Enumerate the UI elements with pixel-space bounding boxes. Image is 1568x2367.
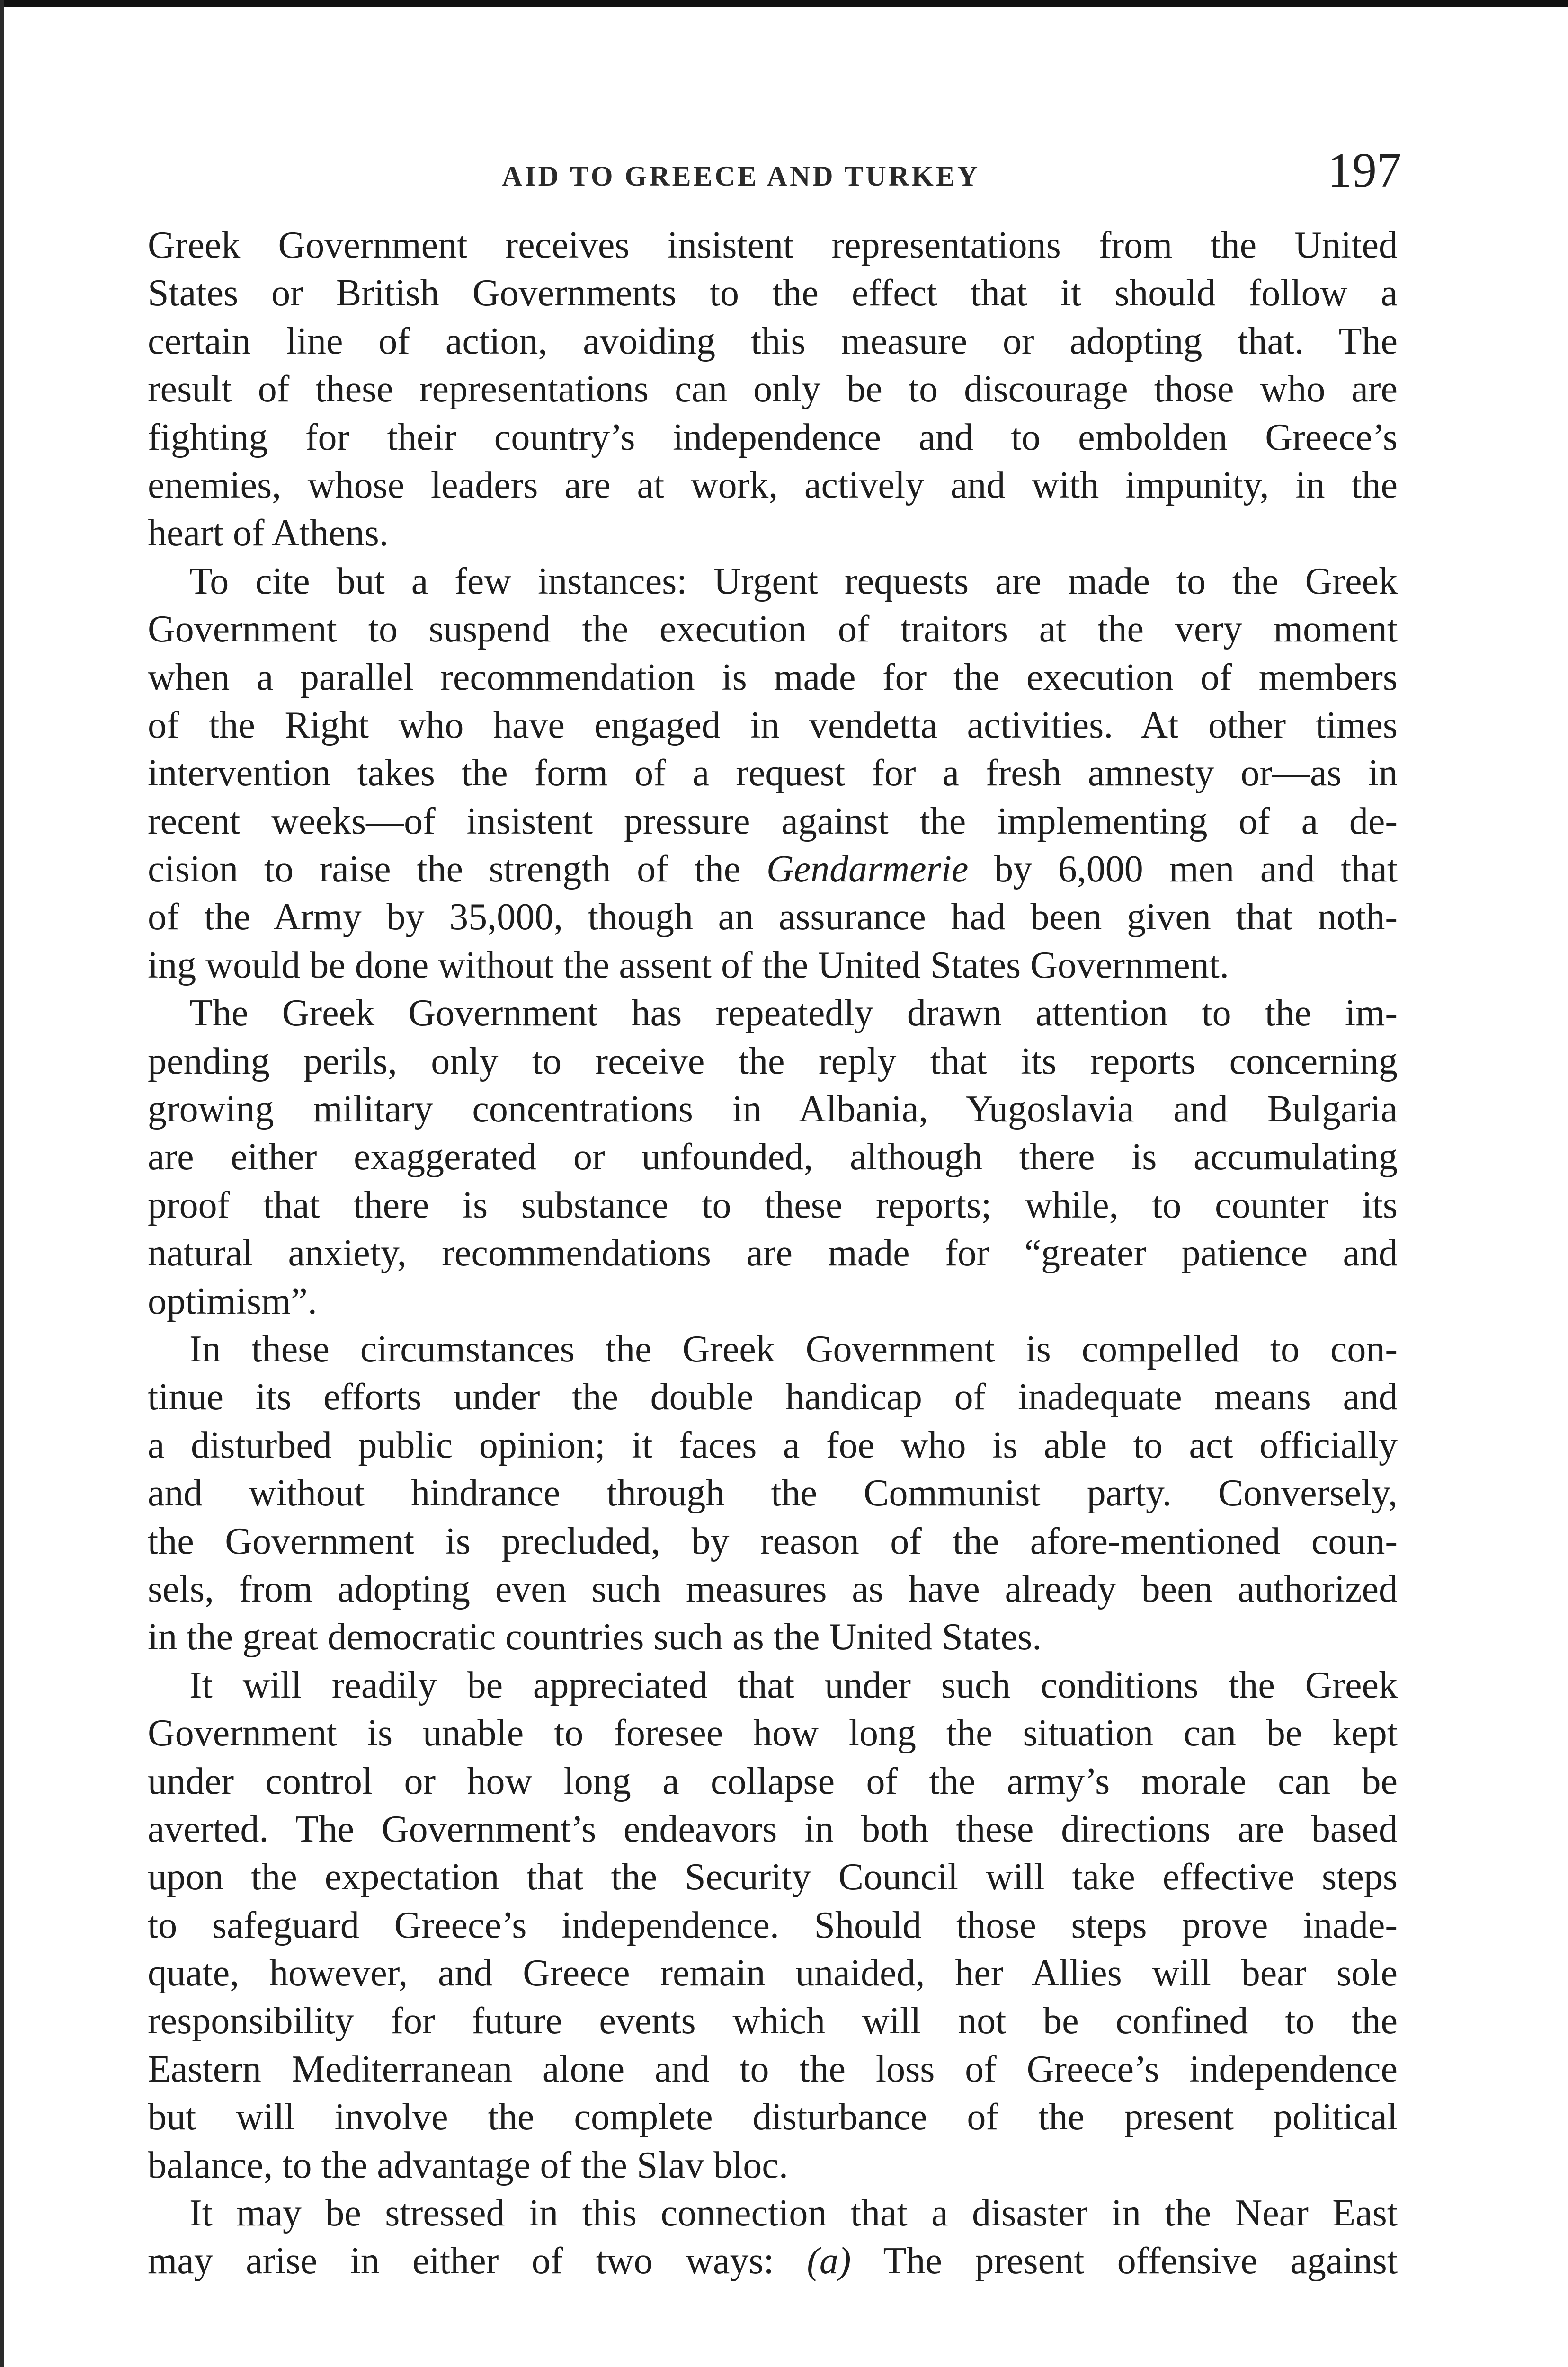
- text-line: when a parallel recommendation is made for the execution of members: [148, 656, 1398, 698]
- text-line: It will readily be appreciated that under such conditions the Greek: [189, 1664, 1398, 1706]
- text-line: growing military concentrations in Albania, Yugoslavia and Bulgaria: [148, 1088, 1398, 1130]
- text-segment: cision to raise the strength of the: [148, 848, 766, 890]
- text-line: the Government is precluded, by reason of the afore-mentioned coun-: [148, 1520, 1398, 1562]
- italic-term: (a): [807, 2240, 851, 2282]
- text-segment: by 6,000 men and that: [968, 848, 1398, 890]
- text-line: [148, 845, 1398, 893]
- body-text: [148, 222, 1398, 2286]
- text-line: under control or how long a collapse of the army’s morale can be: [148, 1760, 1398, 1802]
- text-line: of the Army by 35,000, though an assurance had been given that noth-: [148, 896, 1398, 938]
- text-line: in the great democratic countries such as the United States.: [148, 1616, 1042, 1658]
- text-line: In these circumstances the Greek Government is compelled to con-: [189, 1328, 1398, 1370]
- text-line: heart of Athens.: [148, 512, 389, 554]
- text-line: sels, from adopting even such measures as have already been authorized: [148, 1568, 1398, 1610]
- text-line: pending perils, only to receive the reply that its reports concerning: [148, 1040, 1398, 1082]
- running-title: AID TO GREECE AND TURKEY: [502, 160, 980, 192]
- text-line: It may be stressed in this connection that a disaster in the Near East: [189, 2192, 1398, 2234]
- text-line: intervention takes the form of a request for a fresh amnesty or—as in: [148, 752, 1398, 794]
- text-line: proof that there is substance to these reports; while, to counter its: [148, 1184, 1398, 1226]
- text-line: States or British Governments to the effect that it should follow a: [148, 272, 1398, 314]
- text-line: enemies, whose leaders are at work, actively and with impunity, in the: [148, 464, 1398, 506]
- text-line: To cite but a few instances: Urgent requests are made to the Greek: [189, 560, 1398, 602]
- text-line: but will involve the complete disturbance of the present political: [148, 2096, 1398, 2138]
- text-line: upon the expectation that the Security Council will take effective steps: [148, 1856, 1398, 1898]
- left-edge-rule: [0, 0, 4, 2367]
- text-line: certain line of action, avoiding this measure or adopting that. The: [148, 320, 1398, 362]
- text-line: The Greek Government has repeatedly drawn attention to the im-: [189, 992, 1398, 1034]
- text-line: natural anxiety, recommendations are made for “greater patience and: [148, 1232, 1398, 1274]
- text-line: Government is unable to foresee how long the situation can be kept: [148, 1712, 1398, 1754]
- text-line: fighting for their country’s independence and to embolden Greece’s: [148, 416, 1398, 458]
- italic-term: Gendarmerie: [766, 848, 969, 890]
- text-line: recent weeks—of insistent pressure against the implementing of a de-: [148, 800, 1398, 842]
- text-line: to safeguard Greece’s independence. Should those steps prove inade-: [148, 1904, 1398, 1946]
- text-line: are either exaggerated or unfounded, although there is accumulating: [148, 1136, 1398, 1178]
- text-line: responsibility for future events which will not be confined to the: [148, 2000, 1398, 2042]
- text-line: of the Right who have engaged in vendetta activities. At other times: [148, 704, 1398, 746]
- text-line: a disturbed public opinion; it faces a foe who is able to act officially: [148, 1424, 1398, 1466]
- text-line: Greek Government receives insistent representations from the United: [148, 224, 1398, 266]
- text-line: ing would be done without the assent of the United States Government.: [148, 944, 1229, 986]
- text-line: averted. The Government’s endeavors in both these directions are based: [148, 1808, 1398, 1850]
- text-line: Eastern Mediterranean alone and to the loss of Greece’s independence: [148, 2048, 1398, 2090]
- text-segment: The present offensive against: [851, 2240, 1398, 2282]
- text-line: and without hindrance through the Communist party. Conversely,: [148, 1472, 1398, 1514]
- running-head: [147, 142, 1401, 208]
- text-line: balance, to the advantage of the Slav bloc.: [148, 2144, 788, 2186]
- text-line: result of these representations can only be to discourage those who are: [148, 368, 1398, 410]
- text-line: tinue its efforts under the double handicap of inadequate means and: [148, 1376, 1398, 1418]
- text-line: optimism”.: [148, 1280, 317, 1322]
- page-number: 197: [1327, 143, 1401, 197]
- text-line: Government to suspend the execution of traitors at the very moment: [148, 608, 1398, 650]
- text-segment: may arise in either of two ways:: [148, 2240, 807, 2282]
- text-line: [148, 2237, 1398, 2285]
- text-line: quate, however, and Greece remain unaided, her Allies will bear sole: [148, 1952, 1398, 1994]
- top-edge-rule: [0, 0, 1568, 7]
